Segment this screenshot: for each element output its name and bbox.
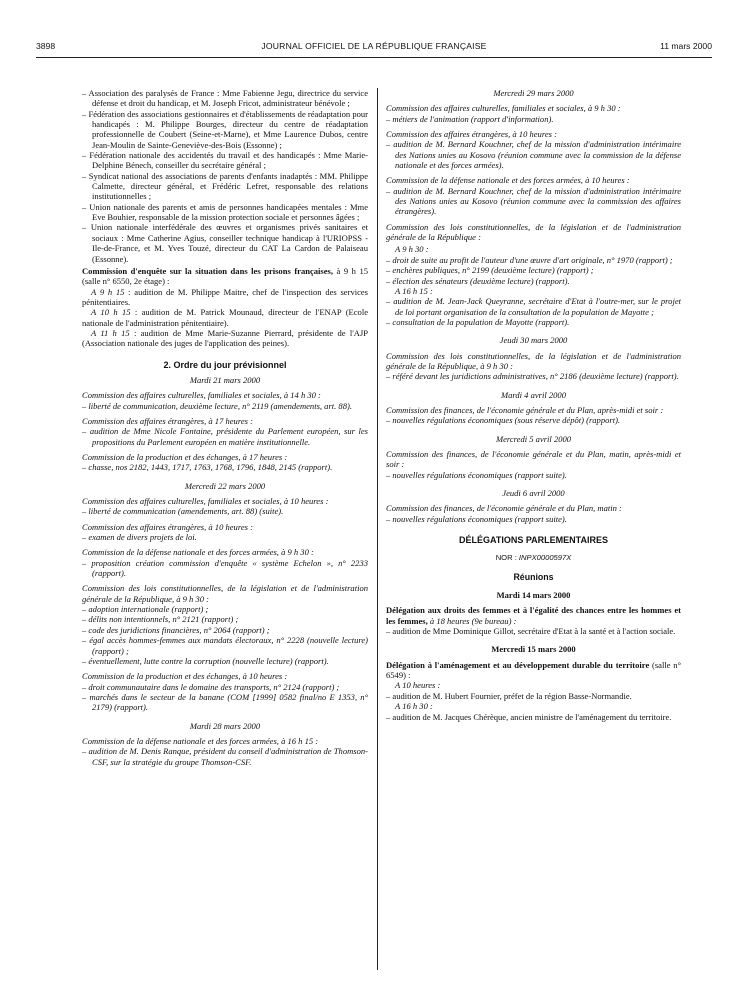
date-heading: Mercredi 15 mars 2000 (491, 644, 576, 655)
subsection-title: Réunions (513, 571, 554, 582)
journal-title: JOURNAL OFFICIEL DE LA RÉPUBLIQUE FRANÇAISE (261, 41, 487, 51)
list-item: – Union nationale des parents et amis de personnes handicapées mentales : Mme Eve Bouhier, responsable de la mission protection sociale et personnes âgées ; (82, 201, 368, 223)
header-rule (36, 57, 712, 58)
commission-enquete-heading (82, 266, 368, 287)
section-title: 2. Ordre du jour prévisionnel (163, 359, 287, 370)
list-item: – délits non intentionnels, n° 2121 (rapport) ; (82, 614, 239, 625)
list-item: – éventuellement, lutte contre la corruption (nouvelle lecture) (rapport). (82, 655, 329, 666)
commission-heading: Commission des affaires culturelles, familiales et sociales, à 14 h 30 : (82, 390, 321, 401)
list-item: – audition de M. Bernard Kouchner, chef de la mission d'administration intérimaire des Nations unies au Kosovo (réunion commune avec la commission de la défense nationale et des forces armées). (386, 139, 681, 171)
list-item: – code des juridictions financières, n° 2064 (rapport) ; (82, 624, 270, 635)
commission-heading: Commission des lois constitutionnelles, de la législation et de l'administration générale de la République, à 9 h 30 : (386, 350, 681, 371)
date-heading: Mardi 21 mars 2000 (189, 374, 261, 385)
commission-enquete-title: Commission d'enquête sur la situation dans les prisons françaises, (82, 265, 334, 276)
list-item: – égal accès hommes-femmes aux mandats électoraux, n° 2228 (nouvelle lecture) (rapport) ; (82, 635, 368, 656)
list-item: – audition de M. Jacques Chérèque, ancien ministre de l'aménagement du territoire. (386, 711, 672, 722)
commission-heading: Commission de la défense nationale et des forces armées, à 10 heures : (386, 175, 630, 186)
list-item: – nouvelles régulations économiques (rapport suite). (386, 469, 567, 480)
commission-heading: Commission des lois constitutionnelles, de la législation et de l'administration générale de la République : (386, 221, 681, 243)
list-item: – Union nationale interfédérale des œuvres et organismes privés sanitaires et sociaux : Mme Catherine Agius, conseiller technique handicap à l'URIOPSS - Ile-de-France, et M. Yves Touzé, directeur du CAT La Cardon de Palaiseau (Essonne). (82, 222, 368, 264)
list-item: – chasse, nos 2182, 1443, 1717, 1763, 1768, 1796, 1848, 2145 (rapport). (82, 462, 333, 473)
commission-heading: Commission de la production et des échanges, à 10 heures : (82, 671, 288, 682)
list-item: – Fédération nationale des accidentés du travail et des handicapés : Mme Marie-Delphine Bénech, conseiller du secrétaire général ; (82, 150, 368, 171)
date-heading: Jeudi 6 avril 2000 (502, 488, 565, 498)
commission-heading: Commission des affaires étrangères, à 10 heures : (386, 129, 557, 140)
commission-heading: Commission des lois constitutionnelles, de la législation et de l'administration générale de la République, à 9 h 30 : (82, 583, 368, 604)
time-label: A 10 heures : (395, 680, 441, 691)
commission-heading: Commission de la défense nationale et des forces armées, à 16 h 15 : (82, 735, 319, 746)
list-item: – audition de M. Denis Ranque, président du conseil d'administration de Thomson-CSF, sur la stratégie du groupe Thomson-CSF. (82, 746, 368, 767)
date-heading: Mercredi 5 avril 2000 (495, 433, 572, 444)
list-item: – proposition création commission d'enquête « système Echelon », n° 2233 (rapport). (82, 557, 368, 579)
right-column (386, 88, 681, 722)
date-heading: Mercredi 22 mars 2000 (184, 480, 266, 491)
list-item: – métiers de l'animation (rapport d'information). (386, 113, 554, 124)
commission-heading: Commission des affaires culturelles, familiales et sociales, à 10 heures : (82, 496, 329, 507)
date-heading: Jeudi 30 mars 2000 (499, 335, 568, 346)
list-item: – droit de suite au profit de l'auteur d'une œuvre d'art originale, n° 1970 (rapport) ; (386, 254, 673, 265)
page-header (36, 41, 712, 55)
commission-heading: Commission des finances, de l'économie générale et du Plan, matin : (386, 503, 622, 514)
list-item: – enchères publiques, n° 2199 (deuxième lecture) (rapport) ; (386, 265, 594, 276)
list-item: – nouvelles régulations économiques (rapport suite). (386, 513, 567, 524)
issue-date: 11 mars 2000 (660, 41, 712, 51)
list-item: – audition de Mme Dominique Gillot, secrétaire d'Etat à la santé et à l'action sociale. (386, 626, 676, 637)
date-heading: Mardi 4 avril 2000 (501, 389, 566, 400)
commission-enquete-title-rest: à 9 h 15 (salle n° 6550, 2e étage) : (82, 265, 369, 287)
list-item: – audition de M. Bernard Kouchner, chef de la mission d'administration intérimaire des Nations unies au Kosovo (réunion commune avec la commission des affaires étrangères). (386, 185, 681, 217)
list-item: – Association des paralysés de France : Mme Fabienne Jegu, directrice du service défense et droit du handicap, et M. Joseph Fricot, administrateur bénévole ; (82, 88, 368, 109)
commission-heading: Commission de la production et des échanges, à 17 heures : (82, 452, 288, 462)
time-label: A 16 h 15 : (395, 285, 433, 296)
section-title: DÉLÉGATIONS PARLEMENTAIRES (458, 535, 608, 546)
list-item: – liberté de communication, deuxième lecture, n° 2119 (amendements, art. 88). (82, 400, 352, 411)
commission-heading: Commission des affaires étrangères, à 17 heures : (82, 415, 253, 426)
audition-entry: A 10 h 15 : audition de M. Patrick Mounaud, directeur de l'ENAP (Ecole nationale de l'administration pénitentiaire). (82, 307, 368, 328)
list-item: – consultation de la population de Mayotte (rapport). (386, 316, 570, 327)
commission-heading: Commission des finances, de l'économie générale et du Plan, après-midi et soir : (386, 404, 664, 415)
list-item: – référé devant les juridictions administratives, n° 2186 (deuxième lecture) (rapport). (386, 371, 679, 382)
date-heading: Mercredi 29 mars 2000 (493, 88, 574, 98)
list-item: – adoption internationale (rapport) ; (82, 604, 209, 615)
list-item: – Syndicat national des associations de parents d'enfants inadaptés : MM. Philippe Calmette, directeur général, et Frédéric Lefret, responsable des relations institutionnelles ; (82, 170, 368, 202)
time-label: A 16 h 30 : (395, 701, 433, 712)
list-item: – marchés dans le secteur de la banane (COM [1999] 0582 final/no E 1353, n° 2179) (rapport). (82, 691, 368, 713)
audition-entry: A 9 h 15 : audition de M. Philippe Maitre, chef de l'inspection des services pénitentiaires. (82, 286, 369, 307)
list-item: – Fédération des associations gestionnaires et d'établissements de réadaptation pour handicapés : M. Philippe Bourges, directeur du centre de réadaptation professionnelle de Coubert (Seine-et-Marne), et Mme Laurence Dubos, centre Jean-Moulin de Sainte-Geneviève-des-Bois (Essonne) ; (82, 108, 368, 150)
commission-heading: Commission des finances, de l'économie générale et du Plan, matin, après-midi et soir : (386, 448, 681, 470)
date-heading: Mardi 14 mars 2000 (496, 590, 571, 601)
date-heading: Mardi 28 mars 2000 (189, 720, 261, 731)
list-item: – nouvelles régulations économiques (sous réserve dépôt) (rapport). (386, 415, 621, 426)
audition-entry: A 11 h 15 : audition de Mme Marie-Suzanne Pierrard, présidente de l'AJP (Association nationale des juges de l'application des peines). (82, 327, 368, 349)
time-label: A 9 h 30 : (395, 244, 429, 255)
commission-heading: Commission des affaires culturelles, familiales et sociales, à 9 h 30 : (386, 103, 621, 114)
page-number: 3898 (36, 41, 56, 51)
list-item: – audition de M. Hubert Fournier, préfet de la région Basse-Normandie. (386, 690, 632, 701)
commission-heading: Commission des affaires étrangères, à 10 heures : (82, 521, 253, 532)
column-divider (377, 88, 378, 970)
left-column (82, 88, 368, 767)
list-item: – droit communautaire dans le domaine des transports, n° 2124 (rapport) ; (82, 681, 340, 692)
list-item: – examen de divers projets de loi. (82, 532, 197, 543)
list-item: – audition de M. Jean-Jack Queyranne, secrétaire d'Etat à l'outre-mer, sur le projet de loi portant organisation de la consultation de la population de Mayotte ; (386, 296, 681, 317)
delegation-heading: Délégation aux droits des femmes et à l'égalité des chances entre les hommes et les femmes, à 18 heures (9e bureau) : (386, 605, 681, 626)
nor-reference: NOR : INPX0000597X (495, 553, 572, 563)
list-item: – audition de Mme Nicole Fontaine, présidente du Parlement européen, sur les propositions du Parlement européen en matière institutionnelle. (82, 426, 368, 447)
delegation-heading: Délégation à l'aménagement et au développement durable du territoire (salle n° 6549) : (386, 659, 681, 681)
commission-heading: Commission de la défense nationale et des forces armées, à 9 h 30 : (82, 547, 314, 558)
list-item: – élection des sénateurs (deuxième lecture) (rapport). (386, 275, 570, 286)
list-item: – liberté de communication (amendements, art. 88) (suite). (82, 506, 284, 517)
